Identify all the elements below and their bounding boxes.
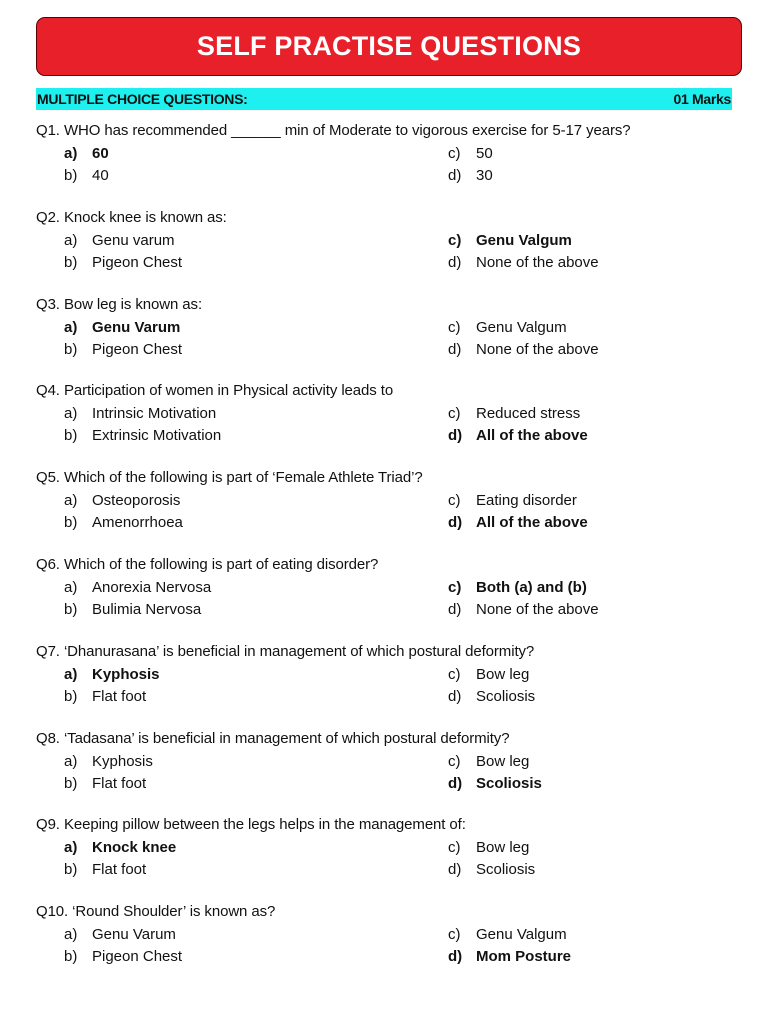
title-banner [36,17,742,76]
option-text: Scoliosis [476,687,536,705]
option-c [448,579,587,596]
option-letter: b) [64,861,78,879]
option-a [64,839,176,856]
option-b [64,514,183,531]
question-text: Q2. Knock knee is known as: [36,208,227,226]
option-letter: d) [448,774,463,792]
option-letter: a) [64,145,78,162]
option-b [64,427,221,444]
option-text: Kyphosis [92,665,160,683]
question-block-8 [36,730,736,817]
question-block-2 [36,209,736,296]
option-letter: c) [448,578,462,596]
option-letter: c) [448,231,462,249]
option-b [64,688,146,705]
option-letter: a) [64,839,78,857]
option-a [64,753,153,770]
option-text: Genu varum [92,231,175,249]
question-text: Q3. Bow leg is known as: [36,295,203,313]
option-a [64,579,211,596]
option-letter: b) [64,687,78,705]
option-letter: c) [448,318,461,336]
option-letter: b) [64,167,78,184]
option-letter: a) [64,926,78,944]
question-text: Q6. Which of the following is part of eating disorder? [36,555,379,573]
option-text: All of the above [476,427,588,445]
question-text: Q10. ‘Round Shoulder’ is known as? [36,903,276,921]
option-letter: a) [64,318,78,336]
option-c [448,319,567,336]
option-text: Bulimia Nervosa [92,600,202,618]
question-text: Q8. ‘Tadasana’ is beneficial in management of which postural deformity? [36,729,510,747]
option-c [448,926,567,943]
option-text: Bow leg [476,752,530,770]
option-letter: d) [448,514,463,532]
option-text: Knock knee [92,839,177,857]
option-letter: d) [448,687,462,705]
option-text: Scoliosis [476,774,542,792]
option-text: Eating disorder [476,492,577,510]
question-text: Q7. ‘Dhanurasana’ is beneficial in management of which postural deformity? [36,642,535,660]
option-text: Pigeon Chest [92,948,183,966]
option-letter: c) [448,839,461,857]
option-b [64,254,182,271]
option-a [64,405,216,422]
option-text: 50 [476,145,493,162]
question-block-3 [36,296,736,383]
option-text: Amenorrhoea [92,514,183,532]
question-text: Q9. Keeping pillow between the legs helps in the management of: [36,816,466,834]
option-b [64,948,182,965]
question-block-1 [36,122,736,209]
section-label: MULTIPLE CHOICE QUESTIONS: [37,91,248,107]
option-text: All of the above [476,514,588,532]
option-text: Kyphosis [92,752,153,770]
option-letter: a) [64,231,78,249]
option-text: Genu Valgum [476,231,572,249]
option-letter: d) [448,948,463,966]
option-letter: c) [448,145,461,162]
option-letter: c) [448,492,461,510]
option-letter: d) [448,167,462,184]
option-c [448,405,580,422]
option-text: Osteoporosis [92,492,181,510]
option-letter: b) [64,253,78,271]
section-header-bar [36,88,732,110]
option-letter: b) [64,948,78,966]
option-d [448,514,588,531]
option-text: None of the above [476,253,599,271]
option-text: Flat foot [92,774,147,792]
option-a [64,319,180,336]
option-c [448,492,577,509]
option-b [64,167,109,184]
option-c [448,839,529,856]
option-text: 30 [476,167,493,184]
option-d [448,341,599,358]
option-d [448,427,588,444]
option-b [64,341,182,358]
option-text: Scoliosis [476,861,536,879]
option-letter: a) [64,665,78,683]
option-text: Flat foot [92,861,147,879]
option-d [448,775,542,792]
option-letter: d) [448,861,462,879]
option-c [448,232,572,249]
option-letter: b) [64,427,78,445]
option-letter: c) [448,665,461,683]
option-a [64,666,160,683]
option-text: Genu Varum [92,318,181,336]
option-letter: d) [448,600,462,618]
option-letter: c) [448,752,461,770]
option-letter: d) [448,253,462,271]
section-marks: 01 Marks [673,91,731,107]
option-text: Both (a) and (b) [476,578,587,596]
option-text: Mom Posture [476,948,572,966]
option-letter: b) [64,514,78,532]
question-block-10 [36,903,736,990]
option-d [448,861,535,878]
option-letter: a) [64,492,78,510]
option-d [448,601,599,618]
option-d [448,167,493,184]
option-text: Bow leg [476,665,530,683]
option-text: Extrinsic Motivation [92,427,222,445]
option-text: Anorexia Nervosa [92,578,212,596]
option-text: Intrinsic Motivation [92,405,217,423]
option-text: Genu Varum [92,926,176,944]
option-b [64,861,146,878]
option-d [448,254,599,271]
option-text: Reduced stress [476,405,581,423]
option-letter: c) [448,405,461,423]
question-block-9 [36,816,736,903]
option-b [64,775,146,792]
option-d [448,688,535,705]
option-text: Genu Valgum [476,318,567,336]
question-block-4 [36,382,736,469]
option-text: Bow leg [476,839,530,857]
option-text: None of the above [476,340,599,358]
option-letter: a) [64,405,78,423]
option-letter: d) [448,427,463,445]
page-title: SELF PRACTISE QUESTIONS [196,31,582,61]
option-letter: b) [64,600,78,618]
option-d [448,948,571,965]
option-letter: b) [64,774,78,792]
question-block-5 [36,469,736,556]
option-text: Flat foot [92,687,147,705]
option-letter: d) [448,340,462,358]
question-text: Q1. WHO has recommended ______ min of Moderate to vigorous exercise for 5-17 years? [36,122,631,139]
option-a [64,492,180,509]
option-c [448,666,529,683]
option-text: 60 [92,145,109,162]
option-c [448,753,529,770]
question-list [36,122,736,990]
question-text: Q5. Which of the following is part of ‘Female Athlete Triad’? [36,469,423,487]
question-block-6 [36,556,736,643]
option-text: Pigeon Chest [92,253,183,271]
option-text: Pigeon Chest [92,340,183,358]
option-a [64,145,109,162]
question-text: Q4. Participation of women in Physical activity leads to [36,382,394,400]
option-c [448,145,493,162]
option-text: 40 [92,167,109,184]
option-a [64,232,175,249]
option-text: Genu Valgum [476,926,567,944]
option-letter: c) [448,926,461,944]
option-letter: a) [64,752,78,770]
question-block-7 [36,643,736,730]
option-letter: b) [64,340,78,358]
option-letter: a) [64,578,78,596]
option-b [64,601,201,618]
option-text: None of the above [476,600,599,618]
option-a [64,926,176,943]
